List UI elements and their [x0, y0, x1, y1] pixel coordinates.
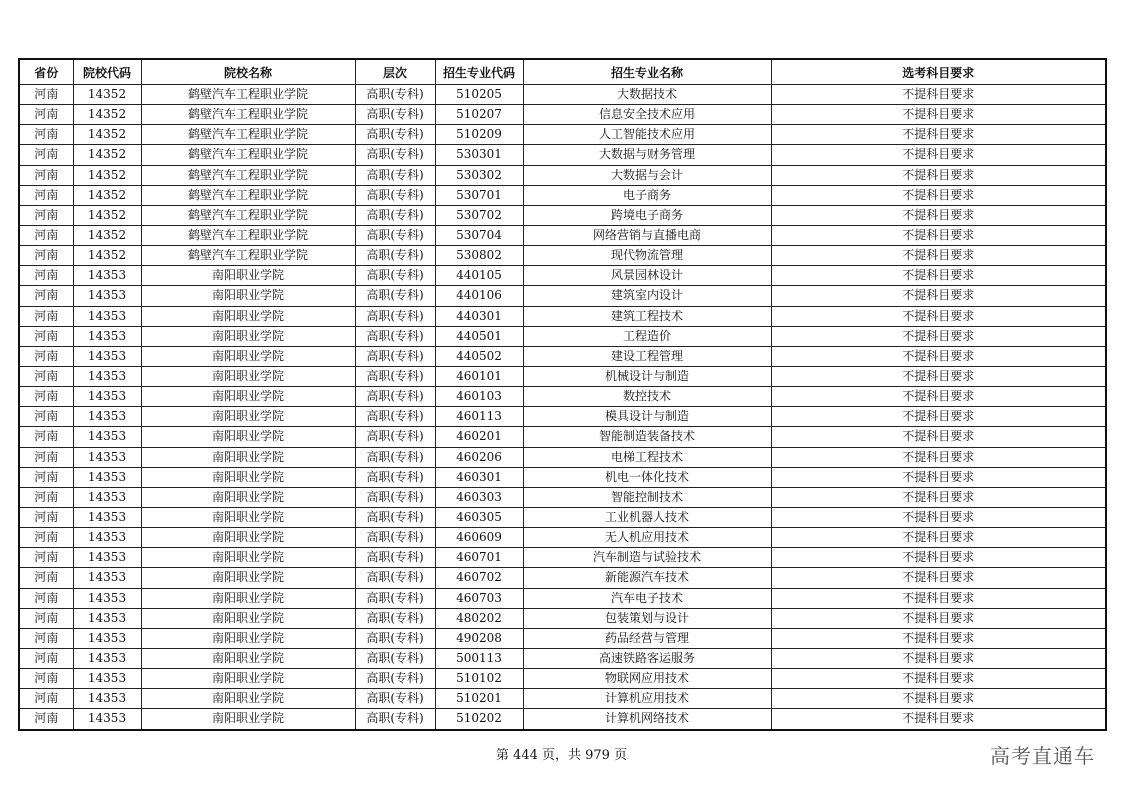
cell-level: 高职(专科) — [355, 608, 435, 628]
cell-major-name: 计算机应用技术 — [523, 689, 771, 709]
table-row — [19, 648, 1106, 668]
cell-major-code: 530301 — [435, 145, 523, 165]
cell-level: 高职(专科) — [355, 266, 435, 286]
cell-major-name: 电子商务 — [523, 185, 771, 205]
cell-province: 河南 — [19, 266, 73, 286]
cell-major-code: 440502 — [435, 346, 523, 366]
table-row — [19, 689, 1106, 709]
cell-province: 河南 — [19, 608, 73, 628]
cell-province: 河南 — [19, 689, 73, 709]
cell-level: 高职(专科) — [355, 669, 435, 689]
enrollment-table — [18, 58, 1107, 731]
cell-subject-requirement: 不提科目要求 — [771, 568, 1106, 588]
cell-subject-requirement: 不提科目要求 — [771, 669, 1106, 689]
header-subject-requirement: 选考科目要求 — [771, 59, 1106, 85]
cell-school-name: 鹤壁汽车工程职业学院 — [141, 105, 355, 125]
cell-major-name: 新能源汽车技术 — [523, 568, 771, 588]
cell-province: 河南 — [19, 326, 73, 346]
cell-major-name: 建设工程管理 — [523, 346, 771, 366]
cell-major-code: 510209 — [435, 125, 523, 145]
cell-province: 河南 — [19, 669, 73, 689]
cell-level: 高职(专科) — [355, 407, 435, 427]
cell-school-name: 鹤壁汽车工程职业学院 — [141, 185, 355, 205]
cell-school-code: 14352 — [73, 125, 141, 145]
cell-subject-requirement: 不提科目要求 — [771, 306, 1106, 326]
page-number: 第 444 页，共 979 页 — [495, 748, 628, 763]
cell-major-code: 460103 — [435, 387, 523, 407]
cell-province: 河南 — [19, 387, 73, 407]
table-row — [19, 125, 1106, 145]
cell-school-code: 14352 — [73, 246, 141, 266]
cell-major-name: 机械设计与制造 — [523, 366, 771, 386]
table-row — [19, 407, 1106, 427]
cell-school-code: 14353 — [73, 266, 141, 286]
cell-province: 河南 — [19, 548, 73, 568]
cell-subject-requirement: 不提科目要求 — [771, 145, 1106, 165]
cell-school-code: 14353 — [73, 366, 141, 386]
cell-level: 高职(专科) — [355, 346, 435, 366]
cell-school-code: 14353 — [73, 467, 141, 487]
cell-major-code: 530802 — [435, 246, 523, 266]
cell-province: 河南 — [19, 487, 73, 507]
cell-school-code: 14353 — [73, 628, 141, 648]
cell-school-name: 南阳职业学院 — [141, 306, 355, 326]
cell-province: 河南 — [19, 447, 73, 467]
cell-level: 高职(专科) — [355, 286, 435, 306]
cell-major-name: 大数据与财务管理 — [523, 145, 771, 165]
cell-major-code: 460206 — [435, 447, 523, 467]
cell-school-name: 南阳职业学院 — [141, 709, 355, 730]
cell-school-name: 南阳职业学院 — [141, 548, 355, 568]
cell-level: 高职(专科) — [355, 427, 435, 447]
cell-school-name: 南阳职业学院 — [141, 266, 355, 286]
cell-province: 河南 — [19, 165, 73, 185]
cell-major-code: 460702 — [435, 568, 523, 588]
table-row — [19, 246, 1106, 266]
cell-major-code: 460201 — [435, 427, 523, 447]
cell-level: 高职(专科) — [355, 568, 435, 588]
header-major-code: 招生专业代码 — [435, 59, 523, 85]
cell-level: 高职(专科) — [355, 145, 435, 165]
table-row — [19, 266, 1106, 286]
table-row — [19, 709, 1106, 730]
cell-school-name: 南阳职业学院 — [141, 648, 355, 668]
cell-major-code: 530701 — [435, 185, 523, 205]
cell-school-code: 14353 — [73, 608, 141, 628]
cell-major-name: 模具设计与制造 — [523, 407, 771, 427]
cell-school-name: 南阳职业学院 — [141, 487, 355, 507]
cell-school-code: 14353 — [73, 286, 141, 306]
cell-school-code: 14353 — [73, 306, 141, 326]
cell-major-code: 460703 — [435, 588, 523, 608]
cell-major-name: 工程造价 — [523, 326, 771, 346]
cell-major-code: 440301 — [435, 306, 523, 326]
cell-level: 高职(专科) — [355, 689, 435, 709]
cell-major-code: 530702 — [435, 205, 523, 225]
cell-province: 河南 — [19, 105, 73, 125]
cell-major-code: 530704 — [435, 225, 523, 245]
cell-major-code: 440105 — [435, 266, 523, 286]
cell-province: 河南 — [19, 568, 73, 588]
cell-major-code: 460701 — [435, 548, 523, 568]
cell-major-code: 460113 — [435, 407, 523, 427]
cell-subject-requirement: 不提科目要求 — [771, 648, 1106, 668]
cell-major-code: 510202 — [435, 709, 523, 730]
cell-province: 河南 — [19, 407, 73, 427]
cell-province: 河南 — [19, 85, 73, 105]
cell-major-code: 500113 — [435, 648, 523, 668]
cell-major-name: 智能制造装备技术 — [523, 427, 771, 447]
cell-province: 河南 — [19, 528, 73, 548]
watermark-text: 高考直通车 — [990, 744, 1095, 768]
cell-level: 高职(专科) — [355, 507, 435, 527]
cell-subject-requirement: 不提科目要求 — [771, 588, 1106, 608]
cell-school-name: 南阳职业学院 — [141, 286, 355, 306]
table-row — [19, 447, 1106, 467]
cell-school-code: 14353 — [73, 648, 141, 668]
cell-subject-requirement: 不提科目要求 — [771, 326, 1106, 346]
cell-school-code: 14353 — [73, 669, 141, 689]
cell-school-name: 南阳职业学院 — [141, 628, 355, 648]
cell-level: 高职(专科) — [355, 628, 435, 648]
cell-level: 高职(专科) — [355, 366, 435, 386]
table-row — [19, 628, 1106, 648]
cell-school-name: 南阳职业学院 — [141, 346, 355, 366]
cell-school-code: 14353 — [73, 346, 141, 366]
cell-province: 河南 — [19, 628, 73, 648]
table-row — [19, 286, 1106, 306]
cell-school-name: 南阳职业学院 — [141, 528, 355, 548]
cell-major-code: 530302 — [435, 165, 523, 185]
cell-major-code: 460303 — [435, 487, 523, 507]
table-row — [19, 366, 1106, 386]
cell-province: 河南 — [19, 185, 73, 205]
cell-major-name: 机电一体化技术 — [523, 467, 771, 487]
table-row — [19, 568, 1106, 588]
cell-school-code: 14353 — [73, 709, 141, 730]
cell-major-code: 460305 — [435, 507, 523, 527]
cell-major-name: 风景园林设计 — [523, 266, 771, 286]
cell-subject-requirement: 不提科目要求 — [771, 608, 1106, 628]
cell-subject-requirement: 不提科目要求 — [771, 346, 1106, 366]
cell-subject-requirement: 不提科目要求 — [771, 528, 1106, 548]
cell-school-name: 南阳职业学院 — [141, 689, 355, 709]
cell-major-name: 网络营销与直播电商 — [523, 225, 771, 245]
cell-level: 高职(专科) — [355, 467, 435, 487]
cell-province: 河南 — [19, 648, 73, 668]
cell-province: 河南 — [19, 467, 73, 487]
table-row — [19, 326, 1106, 346]
cell-subject-requirement: 不提科目要求 — [771, 205, 1106, 225]
cell-province: 河南 — [19, 588, 73, 608]
header-major-name: 招生专业名称 — [523, 59, 771, 85]
cell-major-name: 现代物流管理 — [523, 246, 771, 266]
table-row — [19, 225, 1106, 245]
cell-level: 高职(专科) — [355, 528, 435, 548]
cell-major-name: 建筑室内设计 — [523, 286, 771, 306]
cell-school-code: 14353 — [73, 447, 141, 467]
cell-major-name: 汽车电子技术 — [523, 588, 771, 608]
cell-school-code: 14352 — [73, 165, 141, 185]
cell-subject-requirement: 不提科目要求 — [771, 185, 1106, 205]
header-school-name: 院校名称 — [141, 59, 355, 85]
cell-school-code: 14353 — [73, 548, 141, 568]
cell-school-name: 鹤壁汽车工程职业学院 — [141, 125, 355, 145]
cell-subject-requirement: 不提科目要求 — [771, 709, 1106, 730]
cell-subject-requirement: 不提科目要求 — [771, 467, 1106, 487]
table-row — [19, 528, 1106, 548]
cell-level: 高职(专科) — [355, 85, 435, 105]
header-level: 层次 — [355, 59, 435, 85]
cell-school-code: 14353 — [73, 427, 141, 447]
cell-subject-requirement: 不提科目要求 — [771, 487, 1106, 507]
cell-school-code: 14353 — [73, 326, 141, 346]
cell-major-name: 人工智能技术应用 — [523, 125, 771, 145]
table-row — [19, 85, 1106, 105]
cell-school-name: 鹤壁汽车工程职业学院 — [141, 205, 355, 225]
cell-level: 高职(专科) — [355, 387, 435, 407]
cell-province: 河南 — [19, 286, 73, 306]
cell-province: 河南 — [19, 507, 73, 527]
table-row — [19, 105, 1106, 125]
cell-level: 高职(专科) — [355, 306, 435, 326]
cell-level: 高职(专科) — [355, 709, 435, 730]
cell-school-code: 14353 — [73, 387, 141, 407]
cell-province: 河南 — [19, 366, 73, 386]
cell-subject-requirement: 不提科目要求 — [771, 366, 1106, 386]
cell-school-name: 鹤壁汽车工程职业学院 — [141, 246, 355, 266]
cell-province: 河南 — [19, 306, 73, 326]
cell-major-code: 510201 — [435, 689, 523, 709]
cell-subject-requirement: 不提科目要求 — [771, 125, 1106, 145]
cell-subject-requirement: 不提科目要求 — [771, 105, 1106, 125]
cell-major-code: 460609 — [435, 528, 523, 548]
cell-school-name: 南阳职业学院 — [141, 467, 355, 487]
cell-province: 河南 — [19, 346, 73, 366]
cell-subject-requirement: 不提科目要求 — [771, 507, 1106, 527]
cell-major-name: 大数据与会计 — [523, 165, 771, 185]
cell-level: 高职(专科) — [355, 447, 435, 467]
table-row — [19, 165, 1106, 185]
table-row — [19, 145, 1106, 165]
cell-province: 河南 — [19, 205, 73, 225]
table-row — [19, 185, 1106, 205]
cell-province: 河南 — [19, 709, 73, 730]
cell-major-code: 460101 — [435, 366, 523, 386]
table-row — [19, 306, 1106, 326]
cell-level: 高职(专科) — [355, 105, 435, 125]
cell-major-name: 计算机网络技术 — [523, 709, 771, 730]
cell-school-code: 14353 — [73, 487, 141, 507]
cell-province: 河南 — [19, 145, 73, 165]
cell-school-code: 14353 — [73, 689, 141, 709]
cell-subject-requirement: 不提科目要求 — [771, 387, 1106, 407]
table-row — [19, 669, 1106, 689]
cell-major-code: 510102 — [435, 669, 523, 689]
cell-school-code: 14352 — [73, 205, 141, 225]
cell-subject-requirement: 不提科目要求 — [771, 246, 1106, 266]
cell-major-name: 信息安全技术应用 — [523, 105, 771, 125]
cell-subject-requirement: 不提科目要求 — [771, 286, 1106, 306]
cell-level: 高职(专科) — [355, 165, 435, 185]
cell-level: 高职(专科) — [355, 588, 435, 608]
cell-school-name: 鹤壁汽车工程职业学院 — [141, 85, 355, 105]
table-row — [19, 507, 1106, 527]
cell-school-code: 14352 — [73, 85, 141, 105]
cell-major-name: 无人机应用技术 — [523, 528, 771, 548]
cell-major-code: 460301 — [435, 467, 523, 487]
cell-major-name: 包装策划与设计 — [523, 608, 771, 628]
cell-subject-requirement: 不提科目要求 — [771, 266, 1106, 286]
table-row — [19, 467, 1106, 487]
cell-level: 高职(专科) — [355, 225, 435, 245]
table-row — [19, 427, 1106, 447]
cell-school-name: 南阳职业学院 — [141, 366, 355, 386]
cell-school-code: 14353 — [73, 407, 141, 427]
cell-subject-requirement: 不提科目要求 — [771, 689, 1106, 709]
table-row — [19, 346, 1106, 366]
cell-level: 高职(专科) — [355, 185, 435, 205]
cell-school-name: 南阳职业学院 — [141, 608, 355, 628]
cell-major-name: 汽车制造与试验技术 — [523, 548, 771, 568]
header-school-code: 院校代码 — [73, 59, 141, 85]
cell-major-name: 工业机器人技术 — [523, 507, 771, 527]
cell-school-name: 南阳职业学院 — [141, 447, 355, 467]
cell-province: 河南 — [19, 427, 73, 447]
cell-level: 高职(专科) — [355, 205, 435, 225]
cell-level: 高职(专科) — [355, 246, 435, 266]
table-row — [19, 608, 1106, 628]
cell-level: 高职(专科) — [355, 487, 435, 507]
cell-major-name: 建筑工程技术 — [523, 306, 771, 326]
cell-school-name: 南阳职业学院 — [141, 669, 355, 689]
table-header-row — [19, 59, 1106, 85]
cell-school-name: 南阳职业学院 — [141, 588, 355, 608]
cell-subject-requirement: 不提科目要求 — [771, 165, 1106, 185]
cell-province: 河南 — [19, 225, 73, 245]
cell-province: 河南 — [19, 125, 73, 145]
cell-major-code: 510207 — [435, 105, 523, 125]
cell-school-name: 鹤壁汽车工程职业学院 — [141, 145, 355, 165]
cell-major-code: 440501 — [435, 326, 523, 346]
cell-major-name: 跨境电子商务 — [523, 205, 771, 225]
cell-school-name: 南阳职业学院 — [141, 407, 355, 427]
cell-subject-requirement: 不提科目要求 — [771, 447, 1106, 467]
cell-subject-requirement: 不提科目要求 — [771, 548, 1106, 568]
cell-school-code: 14353 — [73, 588, 141, 608]
table-row — [19, 487, 1106, 507]
cell-subject-requirement: 不提科目要求 — [771, 628, 1106, 648]
cell-level: 高职(专科) — [355, 125, 435, 145]
cell-school-code: 14353 — [73, 568, 141, 588]
cell-level: 高职(专科) — [355, 548, 435, 568]
cell-school-name: 鹤壁汽车工程职业学院 — [141, 165, 355, 185]
cell-subject-requirement: 不提科目要求 — [771, 427, 1106, 447]
cell-school-code: 14353 — [73, 507, 141, 527]
cell-major-name: 药品经营与管理 — [523, 628, 771, 648]
cell-major-name: 数控技术 — [523, 387, 771, 407]
cell-major-code: 480202 — [435, 608, 523, 628]
table-body — [19, 85, 1106, 730]
cell-major-name: 电梯工程技术 — [523, 447, 771, 467]
cell-major-code: 510205 — [435, 85, 523, 105]
cell-major-name: 高速铁路客运服务 — [523, 648, 771, 668]
cell-school-name: 南阳职业学院 — [141, 387, 355, 407]
cell-school-name: 南阳职业学院 — [141, 326, 355, 346]
cell-school-name: 南阳职业学院 — [141, 507, 355, 527]
cell-major-name: 智能控制技术 — [523, 487, 771, 507]
table-row — [19, 588, 1106, 608]
cell-school-name: 南阳职业学院 — [141, 427, 355, 447]
cell-subject-requirement: 不提科目要求 — [771, 225, 1106, 245]
cell-province: 河南 — [19, 246, 73, 266]
table-row — [19, 387, 1106, 407]
cell-major-name: 大数据技术 — [523, 85, 771, 105]
cell-school-code: 14352 — [73, 105, 141, 125]
cell-school-code: 14352 — [73, 225, 141, 245]
table-row — [19, 205, 1106, 225]
cell-level: 高职(专科) — [355, 326, 435, 346]
cell-school-name: 南阳职业学院 — [141, 568, 355, 588]
cell-school-code: 14352 — [73, 185, 141, 205]
cell-school-name: 鹤壁汽车工程职业学院 — [141, 225, 355, 245]
cell-major-name: 物联网应用技术 — [523, 669, 771, 689]
header-province: 省份 — [19, 59, 73, 85]
cell-school-code: 14353 — [73, 528, 141, 548]
cell-subject-requirement: 不提科目要求 — [771, 407, 1106, 427]
cell-major-code: 440106 — [435, 286, 523, 306]
table-row — [19, 548, 1106, 568]
cell-subject-requirement: 不提科目要求 — [771, 85, 1106, 105]
cell-school-code: 14352 — [73, 145, 141, 165]
cell-level: 高职(专科) — [355, 648, 435, 668]
cell-major-code: 490208 — [435, 628, 523, 648]
